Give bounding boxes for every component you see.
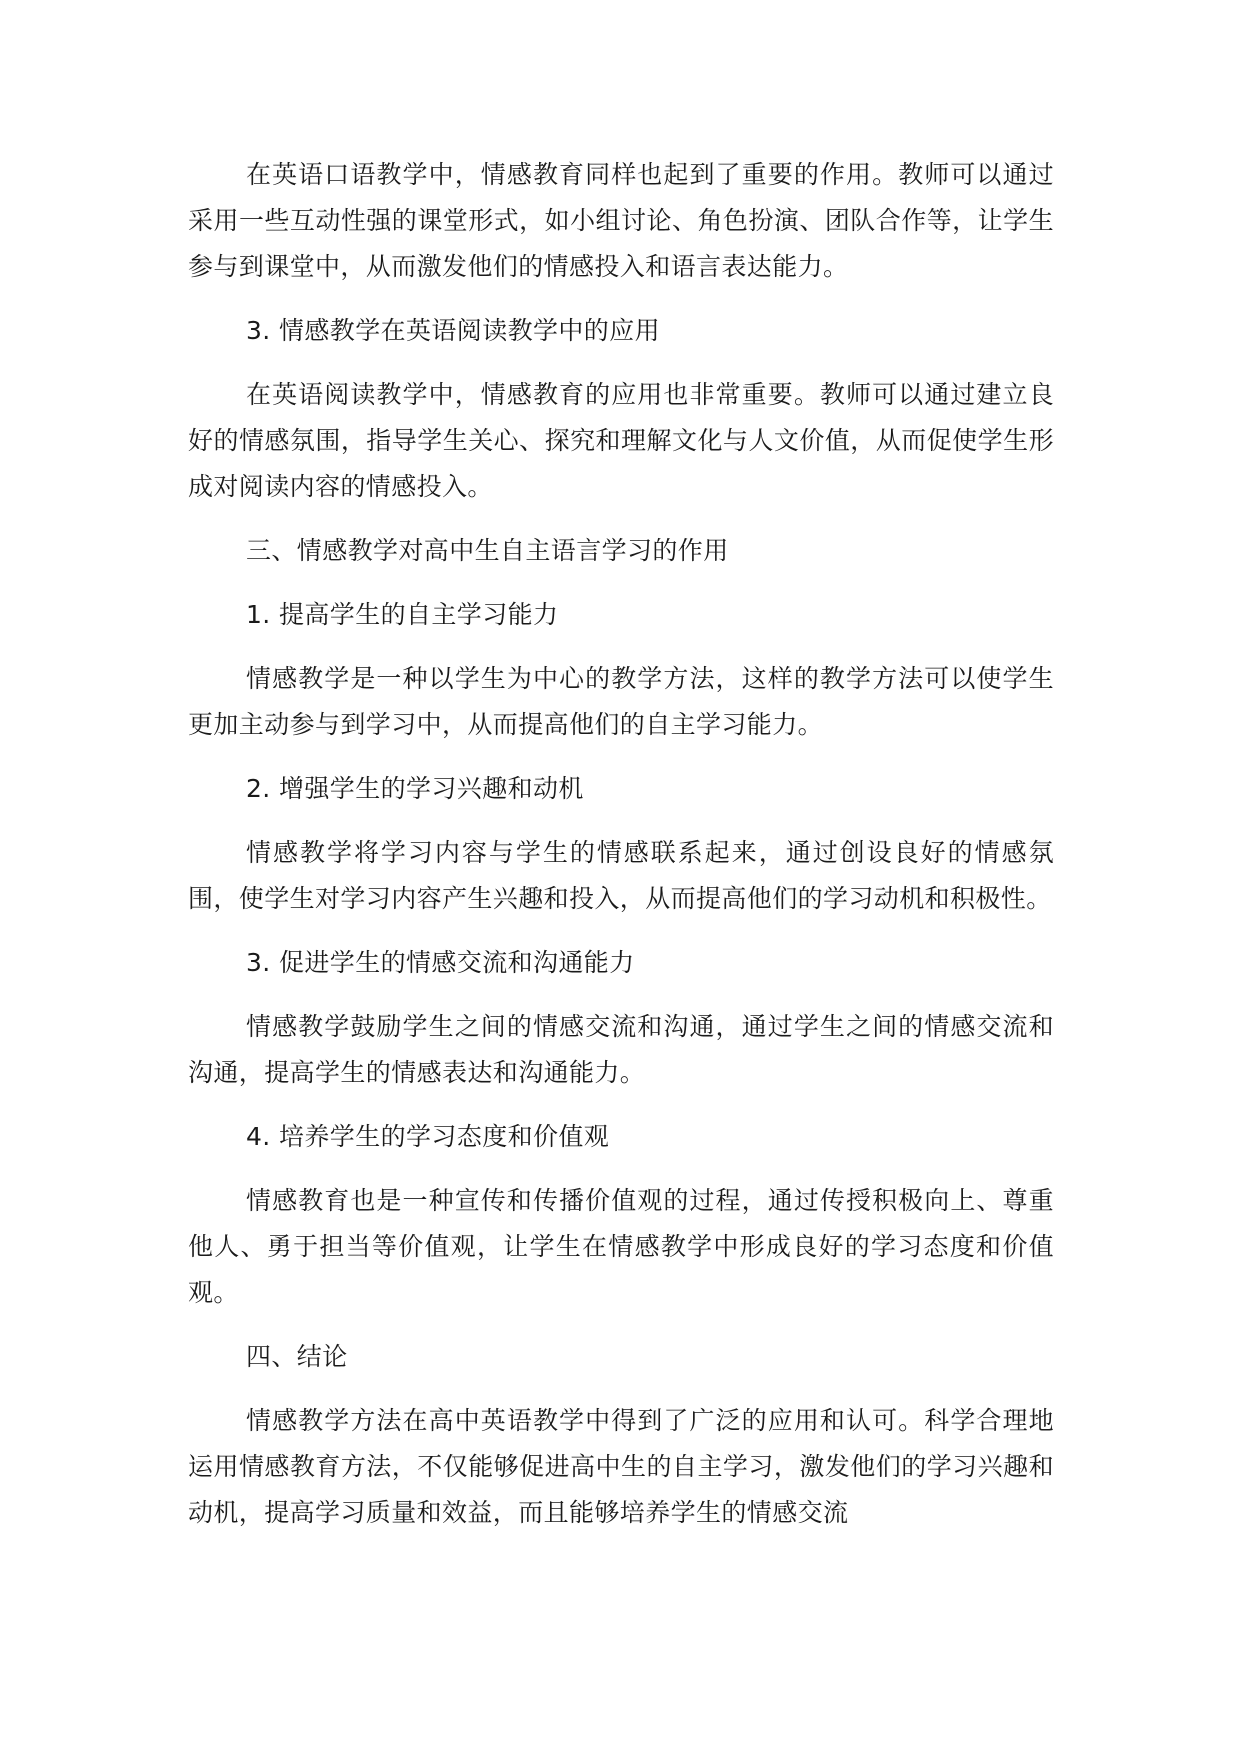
heading-reading-teaching: 3. 情感教学在英语阅读教学中的应用 [246,316,661,345]
paragraph-interest-motivation: 情感教学将学习内容与学生的情感联系起来，通过创设良好的情感氛围，使学生对学习内容产生兴趣和投入，从而提高他们的学习动机和积极性。 [188,838,1054,913]
paragraph-speaking-teaching: 在英语口语教学中，情感教育同样也起到了重要的作用。教师可以通过采用一些互动性强的课堂形式，如小组讨论、角色扮演、团队合作等，让学生参与到课堂中，从而激发他们的情感投入和语言表达能力。 [188,160,1054,281]
paragraph-conclusion: 情感教学方法在高中英语教学中得到了广泛的应用和认可。科学合理地运用情感教育方法，不仅能够促进高中生的自主学习，激发他们的学习兴趣和动机，提高学习质量和效益，而且能够培养学生的情感交流 [188,1406,1054,1527]
heading-section-three: 三、情感教学对高中生自主语言学习的作用 [246,536,729,565]
heading-autonomous-ability: 1. 提高学生的自主学习能力 [246,600,559,629]
heading-attitude-values: 4. 培养学生的学习态度和价值观 [246,1122,610,1151]
paragraph-communication: 情感教学鼓励学生之间的情感交流和沟通，通过学生之间的情感交流和沟通，提高学生的情感表达和沟通能力。 [188,1012,1054,1087]
heading-conclusion: 四、结论 [246,1342,348,1371]
paragraph-autonomous-ability: 情感教学是一种以学生为中心的教学方法，这样的教学方法可以使学生更加主动参与到学习中，从而提高他们的自主学习能力。 [188,664,1054,739]
heading-interest-motivation: 2. 增强学生的学习兴趣和动机 [246,774,584,803]
paragraph-attitude-values: 情感教育也是一种宣传和传播价值观的过程，通过传授积极向上、尊重他人、勇于担当等价值观，让学生在情感教学中形成良好的学习态度和价值观。 [188,1186,1054,1307]
paragraph-reading-teaching: 在英语阅读教学中，情感教育的应用也非常重要。教师可以通过建立良好的情感氛围，指导学生关心、探究和理解文化与人文价值，从而促使学生形成对阅读内容的情感投入。 [188,380,1054,501]
document-page [188,152,1054,1554]
heading-communication: 3. 促进学生的情感交流和沟通能力 [246,948,635,977]
